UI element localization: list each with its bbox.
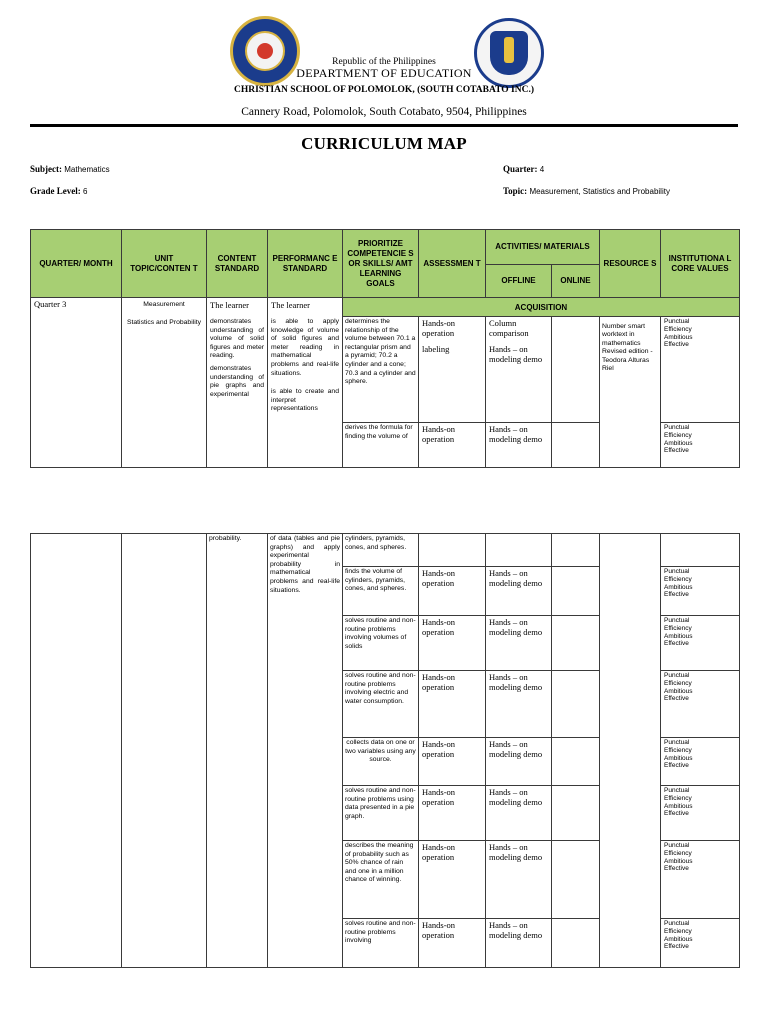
online-activity-cell: [552, 317, 600, 423]
core-values-cell: Punctual Efficiency Ambitious Effective: [661, 786, 740, 841]
department-line: DEPARTMENT OF EDUCATION: [296, 66, 472, 80]
col-content-standard: CONTENT STANDARD: [207, 230, 268, 298]
assessment-cell: [419, 534, 486, 567]
offline-activity-cell: Hands – on modeling demo: [486, 423, 552, 468]
performance-standard-cell: The learner is able to apply knowledge of volume of solid figures and meter reading in mathematical problems and real-life situations. is able to create and interpret representations: [268, 298, 343, 468]
competency-cell: solves routine and non-routine problems involving: [343, 919, 419, 968]
grade-value: 6: [83, 187, 88, 196]
quarter-value: 4: [539, 165, 545, 174]
quarter-field: Quarter: 4: [503, 164, 545, 174]
assessment-cell: Hands-on operation: [419, 616, 486, 671]
competency-cell: finds the volume of cylinders, pyramids, cones, and spheres.: [343, 567, 419, 616]
core-values-cell: Punctual Efficiency Ambitious Effective: [661, 317, 740, 423]
offline-activity-cell: Column comparison Hands – on modeling demo: [486, 317, 552, 423]
online-activity-cell: [552, 841, 600, 919]
grade-level-field: Grade Level: 6: [30, 186, 88, 196]
col-assessment: ASSESSMEN T: [419, 230, 486, 298]
resources-cell-continued: [600, 534, 661, 968]
competency-cell-continued: cylinders, pyramids, cones, and spheres.: [343, 534, 419, 567]
assessment-cell: Hands-on operation: [419, 841, 486, 919]
core-values-cell: Punctual Efficiency Ambitious Effective: [661, 738, 740, 786]
online-activity-cell: [552, 616, 600, 671]
col-activities: ACTIVITIES/ MATERIALS: [486, 230, 600, 265]
online-activity-cell: [552, 786, 600, 841]
competency-cell: collects data on one or two variables using any source.: [343, 738, 419, 786]
unit-topic-cell: Measurement Statistics and Probability: [122, 298, 207, 468]
competency-cell: solves routine and non-routine problems involving volumes of solids: [343, 616, 419, 671]
offline-activity-cell: Hands – on modeling demo: [486, 616, 552, 671]
competency-cell: derives the formula for finding the volume of: [343, 423, 419, 468]
resources-cell: Number smart worktext in mathematics Revised edition -Teodora Alturas Riel: [600, 317, 661, 468]
content-standard-cell: The learner demonstrates understanding of volume of solid figures and meter reading. demonstrates understanding of pie graphs and experimental: [207, 298, 268, 468]
offline-activity-cell: Hands – on modeling demo: [486, 567, 552, 616]
content-standard-continued: probability.: [207, 534, 268, 968]
school-name: CHRISTIAN SCHOOL OF POLOMOLOK, (SOUTH COTABATO INC.): [234, 85, 534, 95]
curriculum-table-page-1: [30, 229, 740, 468]
core-values-cell: Punctual Efficiency Ambitious Effective: [661, 841, 740, 919]
col-performance-standard: PERFORMANC E STANDARD: [268, 230, 343, 298]
performance-standard-continued: of data (tables and pie graphs) and apply experimental probability in mathematical problems and real-life situations.: [268, 534, 343, 968]
unit-topic-cell-continued: [122, 534, 207, 968]
assessment-cell: Hands-on operation: [419, 786, 486, 841]
offline-activity-cell: Hands – on modeling demo: [486, 919, 552, 968]
col-unit-topic: UNIT TOPIC/CONTEN T: [122, 230, 207, 298]
core-values-cell: Punctual Efficiency Ambitious Effective: [661, 616, 740, 671]
core-values-cell: [661, 534, 740, 567]
col-resources: RESOURCE S: [600, 230, 661, 298]
online-activity-cell: [552, 534, 600, 567]
header-divider: [30, 124, 738, 127]
document-header: [0, 0, 768, 125]
school-address: Cannery Road, Polomolok, South Cotabato, 9504, Philippines: [241, 106, 527, 118]
online-activity-cell: [552, 423, 600, 468]
col-quarter-month: QUARTER/ MONTH: [31, 230, 122, 298]
col-competencies: PRIORITIZE COMPETENCIE S OR SKILLS/ AMT LEARNING GOALS: [343, 230, 419, 298]
subject-field: Subject: Mathematics: [30, 164, 110, 174]
page-title: CURRICULUM MAP: [301, 134, 467, 153]
assessment-cell: Hands-on operation: [419, 567, 486, 616]
col-offline: OFFLINE: [486, 265, 552, 298]
assessment-cell: Hands-on operation: [419, 671, 486, 738]
core-values-cell: Punctual Efficiency Ambitious Effective: [661, 567, 740, 616]
assessment-cell: Hands-on operation: [419, 919, 486, 968]
online-activity-cell: [552, 919, 600, 968]
assessment-cell: Hands-on operation: [419, 423, 486, 468]
offline-activity-cell: Hands – on modeling demo: [486, 738, 552, 786]
acquisition-banner: ACQUISITION: [343, 298, 740, 317]
online-activity-cell: [552, 671, 600, 738]
assessment-cell: Hands-on operation labeling: [419, 317, 486, 423]
assessment-cell: Hands-on operation: [419, 738, 486, 786]
offline-activity-cell: Hands – on modeling demo: [486, 671, 552, 738]
subject-value: Mathematics: [64, 165, 110, 174]
topic-field: Topic: Measurement, Statistics and Probability: [503, 186, 670, 196]
competency-cell: describes the meaning of probability such as 50% chance of rain and one in a million chance of winning.: [343, 841, 419, 919]
online-activity-cell: [552, 567, 600, 616]
curriculum-table-page-2: [30, 533, 740, 968]
competency-cell: determines the relationship of the volume between 70.1 a rectangular prism and a pyramid; 70.2 a cylinder and a cone; 70.3 and a cylinder and sphere.: [343, 317, 419, 423]
core-values-cell: Punctual Efficiency Ambitious Effective: [661, 423, 740, 468]
col-online: ONLINE: [552, 265, 600, 298]
quarter-cell-continued: [31, 534, 122, 968]
online-activity-cell: [552, 738, 600, 786]
offline-activity-cell: [486, 534, 552, 567]
competency-cell: solves routine and non-routine problems using data presented in a pie graph.: [343, 786, 419, 841]
republic-line: Republic of the Philippines: [332, 57, 436, 67]
quarter-cell: Quarter 3: [31, 298, 122, 468]
offline-activity-cell: Hands – on modeling demo: [486, 841, 552, 919]
topic-value: Measurement, Statistics and Probability: [529, 187, 670, 196]
col-core-values: INSTITUTIONA L CORE VALUES: [661, 230, 740, 298]
competency-cell: solves routine and non-routine problems involving electric and water consumption.: [343, 671, 419, 738]
core-values-cell: Punctual Efficiency Ambitious Effective: [661, 671, 740, 738]
offline-activity-cell: Hands – on modeling demo: [486, 786, 552, 841]
core-values-cell: Punctual Efficiency Ambitious Effective: [661, 919, 740, 968]
